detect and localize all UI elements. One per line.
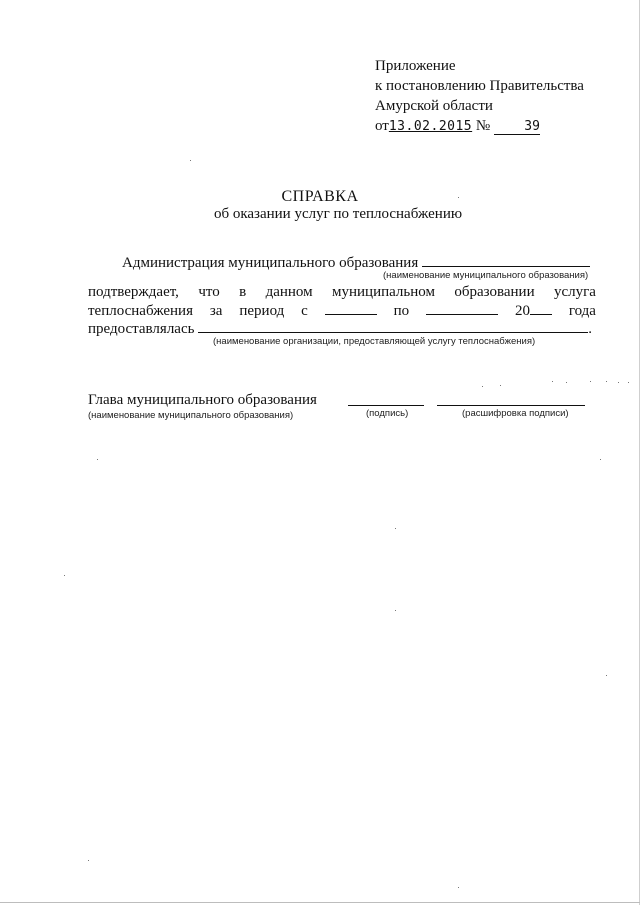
scan-speck	[606, 675, 607, 676]
scan-speck	[600, 459, 601, 460]
municipality-blank	[422, 254, 590, 267]
period-to-blank	[426, 302, 498, 315]
year-field: 20	[515, 302, 552, 320]
appendix-number-sign: №	[475, 118, 491, 134]
document-title: СПРАВКА	[281, 188, 359, 205]
scan-speck	[64, 575, 65, 576]
word: подтверждает,	[88, 284, 179, 300]
word: период	[239, 303, 285, 319]
body-line-4: предоставлялась .	[88, 321, 592, 337]
body-line-3	[88, 302, 596, 320]
body-line-2	[88, 284, 596, 301]
admin-label: Администрация муниципального образования	[122, 255, 419, 271]
word: с	[301, 303, 308, 319]
scan-speck	[395, 528, 396, 529]
signature-blank	[348, 393, 424, 406]
word: образовании	[454, 284, 535, 300]
appendix-from-prefix: от	[375, 118, 389, 134]
municipality-caption: (наименование муниципального образования)	[383, 270, 589, 281]
word: года	[568, 303, 596, 319]
scan-speck	[88, 860, 89, 861]
appendix-line-3: Амурской области	[375, 98, 493, 114]
head-label: Глава муниципального образования	[88, 392, 317, 408]
scan-speck	[628, 382, 629, 383]
scan-speck	[395, 610, 396, 611]
scan-speck	[500, 385, 501, 386]
scan-speck	[590, 381, 591, 382]
appendix-date-line	[375, 116, 584, 137]
word: данном	[265, 284, 313, 300]
scan-edge-bottom	[0, 902, 640, 903]
word: муниципальном	[332, 284, 435, 300]
signature-caption: (подпись)	[366, 408, 409, 419]
appendix-block	[375, 56, 584, 137]
organization-caption: (наименование организации, предоставляющей услугу теплоснабжения)	[213, 336, 536, 347]
appendix-number: 39	[494, 120, 540, 135]
scan-speck	[482, 386, 483, 387]
document-subtitle: об оказании услуг по теплоснабжению	[213, 206, 463, 222]
provided-label: предоставлялась	[88, 321, 195, 337]
signature-decode-blank	[437, 393, 585, 406]
word: теплоснабжения	[88, 303, 193, 319]
appendix-line-1: Приложение	[375, 58, 456, 74]
scan-speck	[566, 382, 567, 383]
scan-speck	[606, 381, 607, 382]
scan-speck	[190, 160, 191, 161]
word: за	[209, 303, 223, 319]
year-blank	[530, 302, 552, 315]
word: в	[239, 284, 247, 300]
organization-blank	[198, 320, 588, 333]
word: по	[393, 303, 410, 319]
scan-speck	[552, 381, 553, 382]
appendix-date: 13.02.2015	[388, 119, 473, 134]
scan-speck	[618, 382, 619, 383]
period-from-blank	[325, 302, 377, 315]
scan-speck	[97, 459, 98, 460]
head-caption: (наименование муниципального образования)	[88, 410, 294, 421]
word: что	[198, 284, 220, 300]
appendix-line-2: к постановлению Правительства	[375, 78, 584, 94]
decode-caption: (расшифровка подписи)	[462, 408, 569, 419]
scan-speck	[458, 197, 459, 198]
scan-speck	[458, 887, 459, 888]
word: услуга	[554, 284, 596, 300]
